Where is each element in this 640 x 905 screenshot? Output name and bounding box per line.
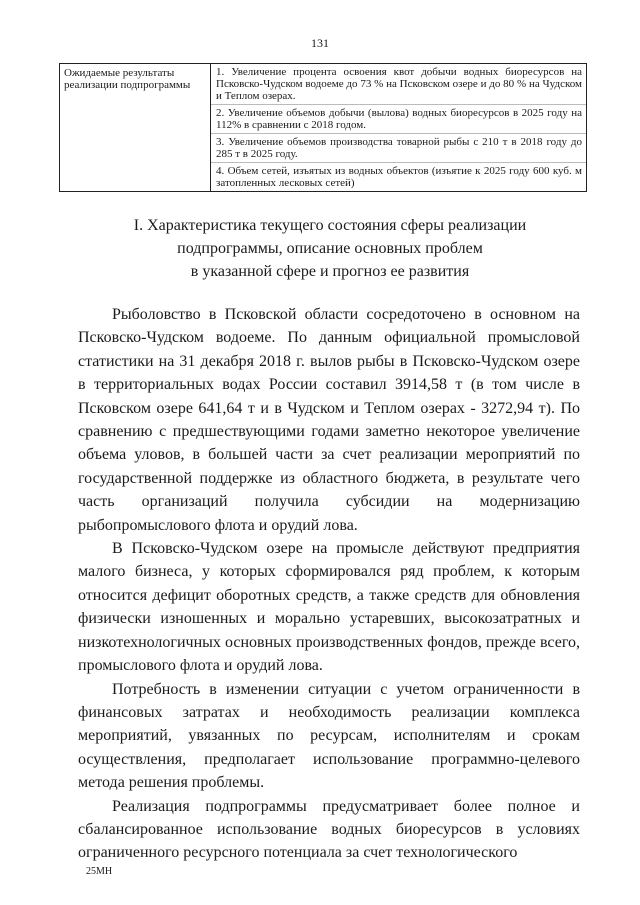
paragraph: Потребность в изменении ситуации с учетом ограниченности в финансовых затратах и необходимость реализации комплекса мероприятий, увязанных по ресурсам, исполнителям и срокам осуществления, предполагает использование программно-целевого метода решения проблемы. (78, 680, 580, 792)
result-item: 1. Увеличение процента освоения квот добычи водных биоресурсов на Псковско-Чудском водоеме до 73 % на Псковском озере и до 80 % на Чудском и Теплом озерах. (211, 64, 586, 105)
expected-results-table (59, 63, 587, 192)
result-item: 4. Объем сетей, изъятых из водных объектов (изъятие к 2025 году 600 куб. м затопленных лесковых сетей) (216, 165, 582, 189)
page-number: 131 (311, 36, 329, 50)
heading-line: I. Характеристика текущего состояния сферы реализации (133, 217, 527, 234)
result-item: 2. Увеличение объемов добычи (вылова) водных биоресурсов в 2025 году на 112% в сравнении с 2018 годом. (211, 105, 586, 134)
paragraph: Реализация подпрограммы предусматривает более полное и сбалансированное использование водных биоресурсов в условиях ограниченного ресурсного потенциала за счет технологического (78, 797, 580, 862)
table-row (60, 64, 587, 192)
table-items-cell (211, 64, 587, 192)
heading-line: подпрограммы, описание основных проблем (177, 240, 483, 257)
heading-line: в указанной сфере и прогноз ее развития (190, 263, 470, 280)
paragraph: Рыболовство в Псковской области сосредоточено в основном на Псковско-Чудском водоеме. По данным официальной промысловой статистики на 31 декабря 2018 г. вылов рыбы в Псковско-Чудском озере в территориальных водах России составил 3914,58 т (в том числе в Псковском озере 641,64 т и в Чудском и Теплом озерах - 3272,94 т). По сравнению с предшествующими годами заметно некоторое увеличение объема уловов, в большей части за счет реализации мероприятий по государственной поддержке из областного бюджета, в результате чего часть организаций получила субсидии на модернизацию рыбопромыслового флота и орудий лова. (78, 306, 580, 534)
section-heading (60, 214, 600, 283)
body-text (78, 303, 580, 865)
footer-code: 25МН (86, 866, 113, 877)
paragraph: В Псковско-Чудском озере на промысле действуют предприятия малого бизнеса, у которых сформировался ряд проблем, к которым относится дефицит оборотных средств, а также средств для обновления физически изношенных и морально устаревших, высокозатратных и низкотехнологичных основных производственных фондов, прежде всего, промыслового флота и орудий лова. (78, 540, 580, 675)
result-item: 3. Увеличение объемов производства товарной рыбы с 210 т в 2018 году до 285 т в 2025 году. (211, 134, 586, 163)
table-label-cell: Ожидаемые результаты реализации подпрограммы (60, 64, 211, 192)
